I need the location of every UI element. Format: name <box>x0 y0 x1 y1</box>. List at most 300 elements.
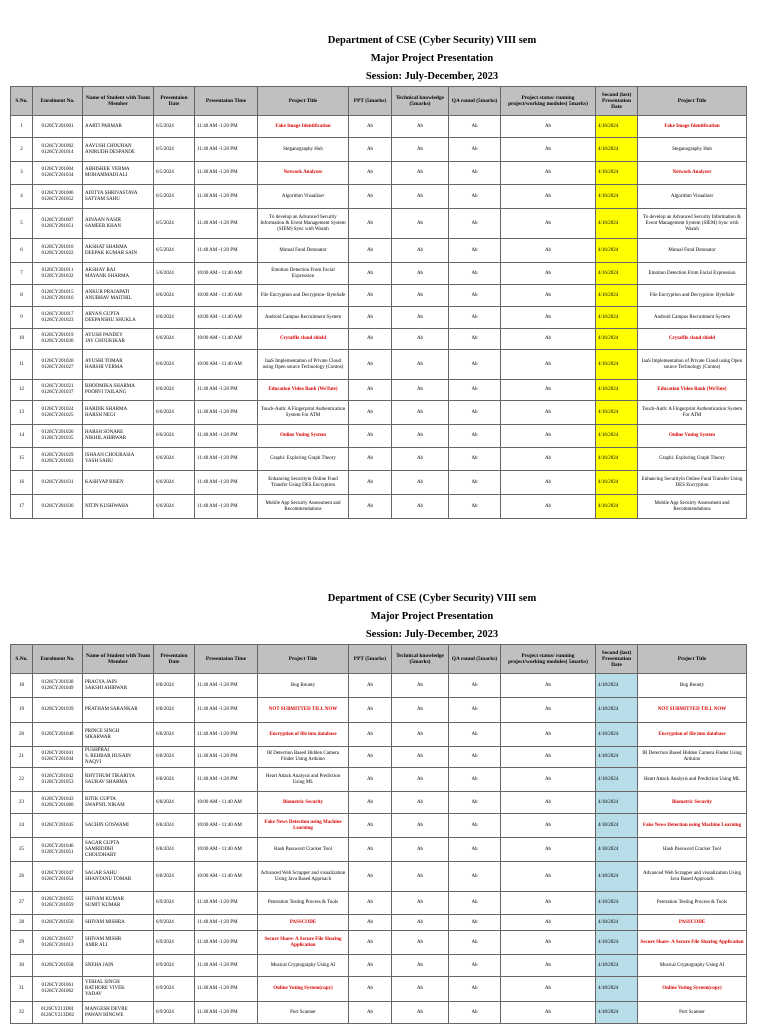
project-title-repeat-cell: Steganography Hub <box>638 138 747 162</box>
status-marks-cell: Ab <box>501 674 596 698</box>
technical-marks-cell: Ab <box>392 401 449 425</box>
status-marks-cell: Ab <box>501 768 596 792</box>
table-row <box>11 307 747 329</box>
ppt-marks-cell: Ab <box>349 1002 392 1024</box>
second-presentation-date-cell: 4/18/2024 <box>596 931 638 955</box>
student-name-cell: PRAGYA JAIN SAKSHI AHIRWAR <box>83 674 154 698</box>
technical-marks-cell: Ab <box>392 239 449 263</box>
presentation-date-cell: 6/8/2024 <box>154 723 195 747</box>
second-presentation-date-cell: 4/16/2024 <box>596 116 638 138</box>
project-title-cell: IR Detection Based Hidden Camera Finder Using Arduino <box>258 747 349 768</box>
qa-marks-cell: Ab <box>449 495 501 519</box>
status-marks-cell: Ab <box>501 239 596 263</box>
presentation-date-cell: 5/6/2024 <box>154 263 195 285</box>
enrolment-cell: 0126CY201036 <box>33 495 83 519</box>
student-name-cell: AARTI PARMAR <box>83 116 154 138</box>
ppt-marks-cell: Ab <box>349 350 392 380</box>
enrolment-cell: 0126CY201019 0126CY201030 <box>33 329 83 350</box>
ppt-marks-cell: Ab <box>349 723 392 747</box>
presentation-time-cell: 11:40 AM -1:20 PM <box>195 162 258 185</box>
presentation-time-cell: 10:00 AM - 11:40 AM <box>195 263 258 285</box>
ppt-marks-cell: Ab <box>349 307 392 329</box>
project-title-cell: NOT SUBMITTED TILL NOW <box>258 698 349 723</box>
technical-marks-cell: Ab <box>392 955 449 977</box>
project-title-repeat-cell: Online Voting System <box>638 425 747 448</box>
student-name-cell: HARSH SONARE NIKHIL AHIRWAR <box>83 425 154 448</box>
status-marks-cell: Ab <box>501 401 596 425</box>
sno-cell: 9 <box>11 307 33 329</box>
student-name-cell: AINAAN NASIR SAMEER KHAN <box>83 209 154 239</box>
presentation-time-cell: 11:40 AM -1:20 PM <box>195 116 258 138</box>
second-presentation-date-cell: 4/16/2024 <box>596 495 638 519</box>
qa-marks-cell: Ab <box>449 768 501 792</box>
column-header-status-marks: Project status/ running project/working modules( 5marks) <box>501 87 596 116</box>
project-title-cell: Graphi: Exploring Graph Theory <box>258 448 349 471</box>
project-title-cell: Online Voting System <box>258 425 349 448</box>
status-marks-cell: Ab <box>501 495 596 519</box>
ppt-marks-cell: Ab <box>349 116 392 138</box>
presentation-time-cell: 11:40 AM -1:20 PM <box>195 977 258 1002</box>
sno-cell: 10 <box>11 329 33 350</box>
column-header-enrolment: Enrolment No. <box>33 645 83 674</box>
table-row <box>11 185 747 209</box>
sheet-2 <box>10 590 746 1024</box>
project-title-cell: IaaS Implementation of Private Cloud using Open source Technology (Contos) <box>258 350 349 380</box>
ppt-marks-cell: Ab <box>349 448 392 471</box>
project-title-repeat-cell: Encryption of file into database <box>638 723 747 747</box>
table-row <box>11 448 747 471</box>
table-row <box>11 425 747 448</box>
presentation-date-cell: 6/5/2024 <box>154 209 195 239</box>
qa-marks-cell: Ab <box>449 814 501 838</box>
project-title-repeat-cell: Online Voting System(copy) <box>638 977 747 1002</box>
project-title-cell: Steganography Hub <box>258 138 349 162</box>
presentation-date-cell: 6/9/2024 <box>154 931 195 955</box>
status-marks-cell: Ab <box>501 185 596 209</box>
sno-cell: 6 <box>11 239 33 263</box>
table-row <box>11 955 747 977</box>
status-marks-cell: Ab <box>501 838 596 862</box>
qa-marks-cell: Ab <box>449 915 501 931</box>
enrolment-cell: 0126CY201047 0126CY201054 <box>33 862 83 892</box>
project-title-repeat-cell: Heart Attack Analysis and Prediction Using ML <box>638 768 747 792</box>
status-marks-cell: Ab <box>501 448 596 471</box>
status-marks-cell: Ab <box>501 162 596 185</box>
enrolment-cell: 0126CY201046 0126CY201051 <box>33 838 83 862</box>
enrolment-cell: 0126CY201055 0126CY201059 <box>33 892 83 915</box>
qa-marks-cell: Ab <box>449 977 501 1002</box>
ppt-marks-cell: Ab <box>349 892 392 915</box>
student-name-cell: ADITYA SHRIVASTAVA SATYAM SAHU <box>83 185 154 209</box>
status-marks-cell: Ab <box>501 307 596 329</box>
sno-cell: 20 <box>11 723 33 747</box>
presentation-time-cell: 10:00 AM - 11:40 AM <box>195 792 258 814</box>
presentation-time-cell: 11:40 AM -1:20 PM <box>195 674 258 698</box>
project-title-repeat-cell: IR Detection Based Hidden Camera Finder Using Arduino <box>638 747 747 768</box>
second-presentation-date-cell: 4/16/2024 <box>596 380 638 401</box>
session-label: Session: July-December, 2023 <box>365 71 499 82</box>
student-name-cell: PRINCE SINGH SIKARWAR <box>83 723 154 747</box>
project-title-cell: Mobile App Secuirty Assessment and Recommendations <box>258 495 349 519</box>
table-row <box>11 162 747 185</box>
ppt-marks-cell: Ab <box>349 838 392 862</box>
qa-marks-cell: Ab <box>449 162 501 185</box>
presentation-date-cell: 6/9/2024 <box>154 955 195 977</box>
project-title-cell: Bug Bounty <box>258 674 349 698</box>
project-title-repeat-cell: Mutual Fund Detonator <box>638 239 747 263</box>
presentation-date-cell: 6/9/2024 <box>154 977 195 1002</box>
technical-marks-cell: Ab <box>392 1002 449 1024</box>
presentation-time-cell: 11:40 AM -1:20 PM <box>195 425 258 448</box>
column-header-status-marks: Project status/ running project/working modules( 5marks) <box>501 645 596 674</box>
enrolment-cell: 0126CY201045 <box>33 814 83 838</box>
status-marks-cell: Ab <box>501 471 596 495</box>
student-name-cell: SHIVAM KUMAR SUMIT KUMAR <box>83 892 154 915</box>
presentation-date-cell: 6/6/2024 <box>154 448 195 471</box>
status-marks-cell: Ab <box>501 263 596 285</box>
technical-marks-cell: Ab <box>392 862 449 892</box>
session-label: Session: July-December, 2023 <box>365 629 499 640</box>
table-row <box>11 471 747 495</box>
project-title-repeat-cell: Pentration Testing Process & Tools <box>638 892 747 915</box>
ppt-marks-cell: Ab <box>349 329 392 350</box>
sno-cell: 15 <box>11 448 33 471</box>
second-presentation-date-cell: 4/18/2024 <box>596 915 638 931</box>
project-title-repeat-cell: Fake News Detection using Machine Learning <box>638 814 747 838</box>
presentation-time-cell: 11:40 AM -1:20 PM <box>195 380 258 401</box>
table-row <box>11 931 747 955</box>
sno-cell: 29 <box>11 931 33 955</box>
technical-marks-cell: Ab <box>392 285 449 307</box>
qa-marks-cell: Ab <box>449 931 501 955</box>
second-presentation-date-cell: 4/18/2024 <box>596 768 638 792</box>
table-row <box>11 977 747 1002</box>
second-presentation-date-cell: 4/16/2024 <box>596 185 638 209</box>
second-presentation-date-cell: 4/16/2024 <box>596 329 638 350</box>
presentation-time-cell: 11:40 AM -1:20 PM <box>195 892 258 915</box>
table-row <box>11 768 747 792</box>
qa-marks-cell: Ab <box>449 185 501 209</box>
column-header-project-title-repeat: Project Title <box>638 87 747 116</box>
column-header-qa-marks: QA round (5marks) <box>449 87 501 116</box>
table-row <box>11 698 747 723</box>
ppt-marks-cell: Ab <box>349 285 392 307</box>
table-row <box>11 792 747 814</box>
second-presentation-date-cell: 4/18/2024 <box>596 892 638 915</box>
presentation-time-cell: 11:40 AM -1:20 PM <box>195 915 258 931</box>
sheet-1-header <box>118 32 746 86</box>
second-presentation-date-cell: 4/16/2024 <box>596 448 638 471</box>
enrolment-cell: 0126CY201024 0126CY201025 <box>33 401 83 425</box>
project-title-cell: To develop an Advanced Security Information & Event Management System (SIEM) Sync with Wazuh <box>258 209 349 239</box>
ppt-marks-cell: Ab <box>349 495 392 519</box>
qa-marks-cell: Ab <box>449 698 501 723</box>
ppt-marks-cell: Ab <box>349 185 392 209</box>
project-title-cell: Network Analyzer <box>258 162 349 185</box>
sheet-2-header <box>118 590 746 644</box>
project-title-repeat-cell: Crytaffle cloud shield <box>638 329 747 350</box>
student-name-cell: RITIK GUPTA SWAPNIL NIKAM <box>83 792 154 814</box>
enrolment-cell: 0126CY201026 0126CY201035 <box>33 425 83 448</box>
ppt-marks-cell: Ab <box>349 401 392 425</box>
presentation-time-cell: 11:40 AM -1:20 PM <box>195 931 258 955</box>
presentation-subtitle: Major Project Presentation <box>370 611 494 622</box>
project-title-repeat-cell: Android Campus Recruitment System <box>638 307 747 329</box>
sno-cell: 2 <box>11 138 33 162</box>
second-presentation-date-cell: 4/16/2024 <box>596 471 638 495</box>
presentation-time-cell: 11:40 AM -1:20 PM <box>195 955 258 977</box>
table-row <box>11 1002 747 1024</box>
table-row <box>11 495 747 519</box>
qa-marks-cell: Ab <box>449 401 501 425</box>
qa-marks-cell: Ab <box>449 955 501 977</box>
status-marks-cell: Ab <box>501 892 596 915</box>
project-title-repeat-cell: Bug Bounty <box>638 674 747 698</box>
table-header-row <box>11 87 747 116</box>
column-header-project-title: Project Title <box>258 87 349 116</box>
student-name-cell: BHOOMIKA SHARMA POORVI TAILANG <box>83 380 154 401</box>
enrolment-cell: 0126CY201031 <box>33 471 83 495</box>
presentation-table-1 <box>10 86 747 519</box>
second-presentation-date-cell: 4/16/2024 <box>596 209 638 239</box>
project-title-repeat-cell: IaaS Implementation of Private Cloud using Open source Technology (Contos) <box>638 350 747 380</box>
ppt-marks-cell: Ab <box>349 209 392 239</box>
enrolment-cell: 0126CY201041 0126CY201044 <box>33 747 83 768</box>
presentation-date-cell: 6/8/2024 <box>154 674 195 698</box>
project-title-repeat-cell: Secure Share- A Secure File Sharing Application <box>638 931 747 955</box>
sno-cell: 21 <box>11 747 33 768</box>
presentation-date-cell: 6/6/2024 <box>154 307 195 329</box>
status-marks-cell: Ab <box>501 116 596 138</box>
status-marks-cell: Ab <box>501 425 596 448</box>
table-row <box>11 723 747 747</box>
project-title-repeat-cell: Fake Image Identification <box>638 116 747 138</box>
status-marks-cell: Ab <box>501 723 596 747</box>
project-title-cell: Fake Image Identification <box>258 116 349 138</box>
presentation-date-cell: 6/6/2024 <box>154 425 195 448</box>
qa-marks-cell: Ab <box>449 747 501 768</box>
ppt-marks-cell: Ab <box>349 747 392 768</box>
project-title-cell: Secure Share- A Secure File Sharing Application <box>258 931 349 955</box>
second-presentation-date-cell: 4/18/2024 <box>596 862 638 892</box>
presentation-date-cell: 6/8/2024 <box>154 698 195 723</box>
table-row <box>11 138 747 162</box>
technical-marks-cell: Ab <box>392 425 449 448</box>
student-name-cell: SHIVAM MISHRA <box>83 915 154 931</box>
column-header-sno: S.No. <box>11 645 33 674</box>
technical-marks-cell: Ab <box>392 209 449 239</box>
technical-marks-cell: Ab <box>392 350 449 380</box>
project-title-cell: Android Campus Recruitment System <box>258 307 349 329</box>
status-marks-cell: Ab <box>501 350 596 380</box>
second-presentation-date-cell: 4/16/2024 <box>596 263 638 285</box>
project-title-repeat-cell: Port Scanner <box>638 1002 747 1024</box>
technical-marks-cell: Ab <box>392 892 449 915</box>
enrolment-cell: 0126CY201015 0126CY201016 <box>33 285 83 307</box>
project-title-repeat-cell: PASSCODE <box>638 915 747 931</box>
status-marks-cell: Ab <box>501 380 596 401</box>
qa-marks-cell: Ab <box>449 239 501 263</box>
presentation-date-cell: 6/8/2024 <box>154 838 195 862</box>
qa-marks-cell: Ab <box>449 116 501 138</box>
presentation-date-cell: 6/8/2024 <box>154 768 195 792</box>
sno-cell: 13 <box>11 401 33 425</box>
project-title-repeat-cell: Advanced Web Scrapper and visualization Using Java Based Approach <box>638 862 747 892</box>
column-header-ppt-marks: PPT (5marks) <box>349 87 392 116</box>
qa-marks-cell: Ab <box>449 209 501 239</box>
presentation-date-cell: 6/6/2024 <box>154 329 195 350</box>
sno-cell: 31 <box>11 977 33 1002</box>
sheet-1 <box>10 32 746 519</box>
department-title: Department of CSE (Cyber Security) VIII sem <box>327 593 537 604</box>
project-title-cell: Encryption of file into database <box>258 723 349 747</box>
technical-marks-cell: Ab <box>392 931 449 955</box>
student-name-cell: VISHAL SINGH RATHORE VIVEK YADAV <box>83 977 154 1002</box>
column-header-second-presentation-date: Second (last) Presentation Date <box>596 87 638 116</box>
qa-marks-cell: Ab <box>449 350 501 380</box>
enrolment-cell: 0126CY201038 0126CY201049 <box>33 674 83 698</box>
student-name-cell: NITIN KUSHWAHA <box>83 495 154 519</box>
second-presentation-date-cell: 4/16/2024 <box>596 425 638 448</box>
qa-marks-cell: Ab <box>449 862 501 892</box>
presentation-subtitle: Major Project Presentation <box>370 53 494 64</box>
status-marks-cell: Ab <box>501 285 596 307</box>
presentation-time-cell: 11:40 AM -1:20 PM <box>195 209 258 239</box>
second-presentation-date-cell: 4/18/2024 <box>596 698 638 723</box>
technical-marks-cell: Ab <box>392 792 449 814</box>
presentation-time-cell: 11:40 AM -1:20 PM <box>195 239 258 263</box>
enrolment-cell: 0126CY201058 <box>33 955 83 977</box>
column-header-presentation-date: Presentaion Date <box>154 645 195 674</box>
presentation-date-cell: 6/6/2024 <box>154 401 195 425</box>
presentation-date-cell: 6/9/2024 <box>154 892 195 915</box>
student-name-cell: SACHIN GOSWAMI <box>83 814 154 838</box>
enrolment-cell: 0126CY201020 0126CY201027 <box>33 350 83 380</box>
presentation-date-cell: 6/8/2024 <box>154 792 195 814</box>
sno-cell: 14 <box>11 425 33 448</box>
sno-cell: 26 <box>11 862 33 892</box>
technical-marks-cell: Ab <box>392 723 449 747</box>
sno-cell: 22 <box>11 768 33 792</box>
qa-marks-cell: Ab <box>449 138 501 162</box>
presentation-time-cell: 11:40 AM -1:20 PM <box>195 401 258 425</box>
qa-marks-cell: Ab <box>449 674 501 698</box>
status-marks-cell: Ab <box>501 329 596 350</box>
presentation-time-cell: 11:40 AM -1:20 PM <box>195 747 258 768</box>
presentation-time-cell: 11:40 AM -1:20 PM <box>195 495 258 519</box>
technical-marks-cell: Ab <box>392 471 449 495</box>
enrolment-cell: 0126CY201011 0126CY201032 <box>33 263 83 285</box>
presentation-time-cell: 10:00 AM - 11:40 AM <box>195 862 258 892</box>
presentation-date-cell: 6/8/2024 <box>154 814 195 838</box>
presentation-date-cell: 6/6/2024 <box>154 495 195 519</box>
presentation-date-cell: 6/9/2024 <box>154 915 195 931</box>
technical-marks-cell: Ab <box>392 768 449 792</box>
student-name-cell: SHIVAM MISHR AMIR ALI <box>83 931 154 955</box>
student-name-cell: ABHISHEK VERMA MOHAMMADI ALI <box>83 162 154 185</box>
column-header-sno: S.No. <box>11 87 33 116</box>
student-name-cell: HARDIK SHARMA HARSH NEGI <box>83 401 154 425</box>
presentation-time-cell: 11:40 AM -1:20 PM <box>195 471 258 495</box>
presentation-table-2 <box>10 644 747 1024</box>
status-marks-cell: Ab <box>501 977 596 1002</box>
enrolment-cell: 0126CY201039 <box>33 698 83 723</box>
student-name-cell: AAYUSH CHOUHAN ANIRUDH DESPANDE <box>83 138 154 162</box>
presentation-time-cell: 10:00 AM - 11:40 AM <box>195 285 258 307</box>
enrolment-cell: 0126CY201042 0126CY201053 <box>33 768 83 792</box>
student-name-cell: ARYAN GUPTA DEEPANSHU SHUKLA <box>83 307 154 329</box>
technical-marks-cell: Ab <box>392 747 449 768</box>
presentation-time-cell: 10:00 AM - 11:40 AM <box>195 350 258 380</box>
second-presentation-date-cell: 4/16/2024 <box>596 162 638 185</box>
project-title-repeat-cell: Biometric Security <box>638 792 747 814</box>
column-header-qa-marks: QA round (5marks) <box>449 645 501 674</box>
column-header-project-title: Project Title <box>258 645 349 674</box>
enrolment-cell: 0126CY201043 0126CY201060 <box>33 792 83 814</box>
sno-cell: 25 <box>11 838 33 862</box>
enrolment-cell: 0126CY201056 <box>33 915 83 931</box>
ppt-marks-cell: Ab <box>349 862 392 892</box>
project-title-cell: Advanced Web Scrapper and visualization Using Java Based Approach <box>258 862 349 892</box>
sno-cell: 8 <box>11 285 33 307</box>
qa-marks-cell: Ab <box>449 723 501 747</box>
table-row <box>11 380 747 401</box>
technical-marks-cell: Ab <box>392 448 449 471</box>
enrolment-cell: 0126CY201021 0126CY201037 <box>33 380 83 401</box>
technical-marks-cell: Ab <box>392 977 449 1002</box>
technical-marks-cell: Ab <box>392 138 449 162</box>
technical-marks-cell: Ab <box>392 380 449 401</box>
enrolment-cell: 0126CY201004 0126CY201034 <box>33 162 83 185</box>
student-name-cell: AYUSH PANDEY JAY CHOUKIKAR <box>83 329 154 350</box>
project-title-repeat-cell: NOT SUBMITTED TILL NOW <box>638 698 747 723</box>
column-header-student-name: Name of Student with Team Member <box>83 87 154 116</box>
qa-marks-cell: Ab <box>449 892 501 915</box>
sno-cell: 27 <box>11 892 33 915</box>
presentation-date-cell: 6/6/2024 <box>154 285 195 307</box>
project-title-cell: Fake News Detection using Machine Learning <box>258 814 349 838</box>
sno-cell: 17 <box>11 495 33 519</box>
sno-cell: 24 <box>11 814 33 838</box>
technical-marks-cell: Ab <box>392 185 449 209</box>
presentation-date-cell: 6/5/2024 <box>154 138 195 162</box>
column-header-student-name: Name of Student with Team Member <box>83 645 154 674</box>
ppt-marks-cell: Ab <box>349 471 392 495</box>
column-header-presentation-date: Presentaion Date <box>154 87 195 116</box>
qa-marks-cell: Ab <box>449 329 501 350</box>
status-marks-cell: Ab <box>501 792 596 814</box>
presentation-time-cell: 11:40 AM -1:20 PM <box>195 138 258 162</box>
column-header-second-presentation-date: Second (last) Presentation Date <box>596 645 638 674</box>
student-name-cell: SNEHA JAIN <box>83 955 154 977</box>
table-row <box>11 263 747 285</box>
technical-marks-cell: Ab <box>392 263 449 285</box>
project-title-repeat-cell: File Encryption and Decryption- ByteSafe <box>638 285 747 307</box>
project-title-cell: Mutual Fund Detonator <box>258 239 349 263</box>
table-row <box>11 915 747 931</box>
technical-marks-cell: Ab <box>392 116 449 138</box>
technical-marks-cell: Ab <box>392 674 449 698</box>
status-marks-cell: Ab <box>501 1002 596 1024</box>
enrolment-cell: 0126CY201001 <box>33 116 83 138</box>
second-presentation-date-cell: 4/18/2024 <box>596 1002 638 1024</box>
ppt-marks-cell: Ab <box>349 239 392 263</box>
second-presentation-date-cell: 4/18/2024 <box>596 814 638 838</box>
ppt-marks-cell: Ab <box>349 425 392 448</box>
table-header-row <box>11 645 747 674</box>
student-name-cell: KASHYAP BISEN <box>83 471 154 495</box>
presentation-date-cell: 6/6/2024 <box>154 380 195 401</box>
